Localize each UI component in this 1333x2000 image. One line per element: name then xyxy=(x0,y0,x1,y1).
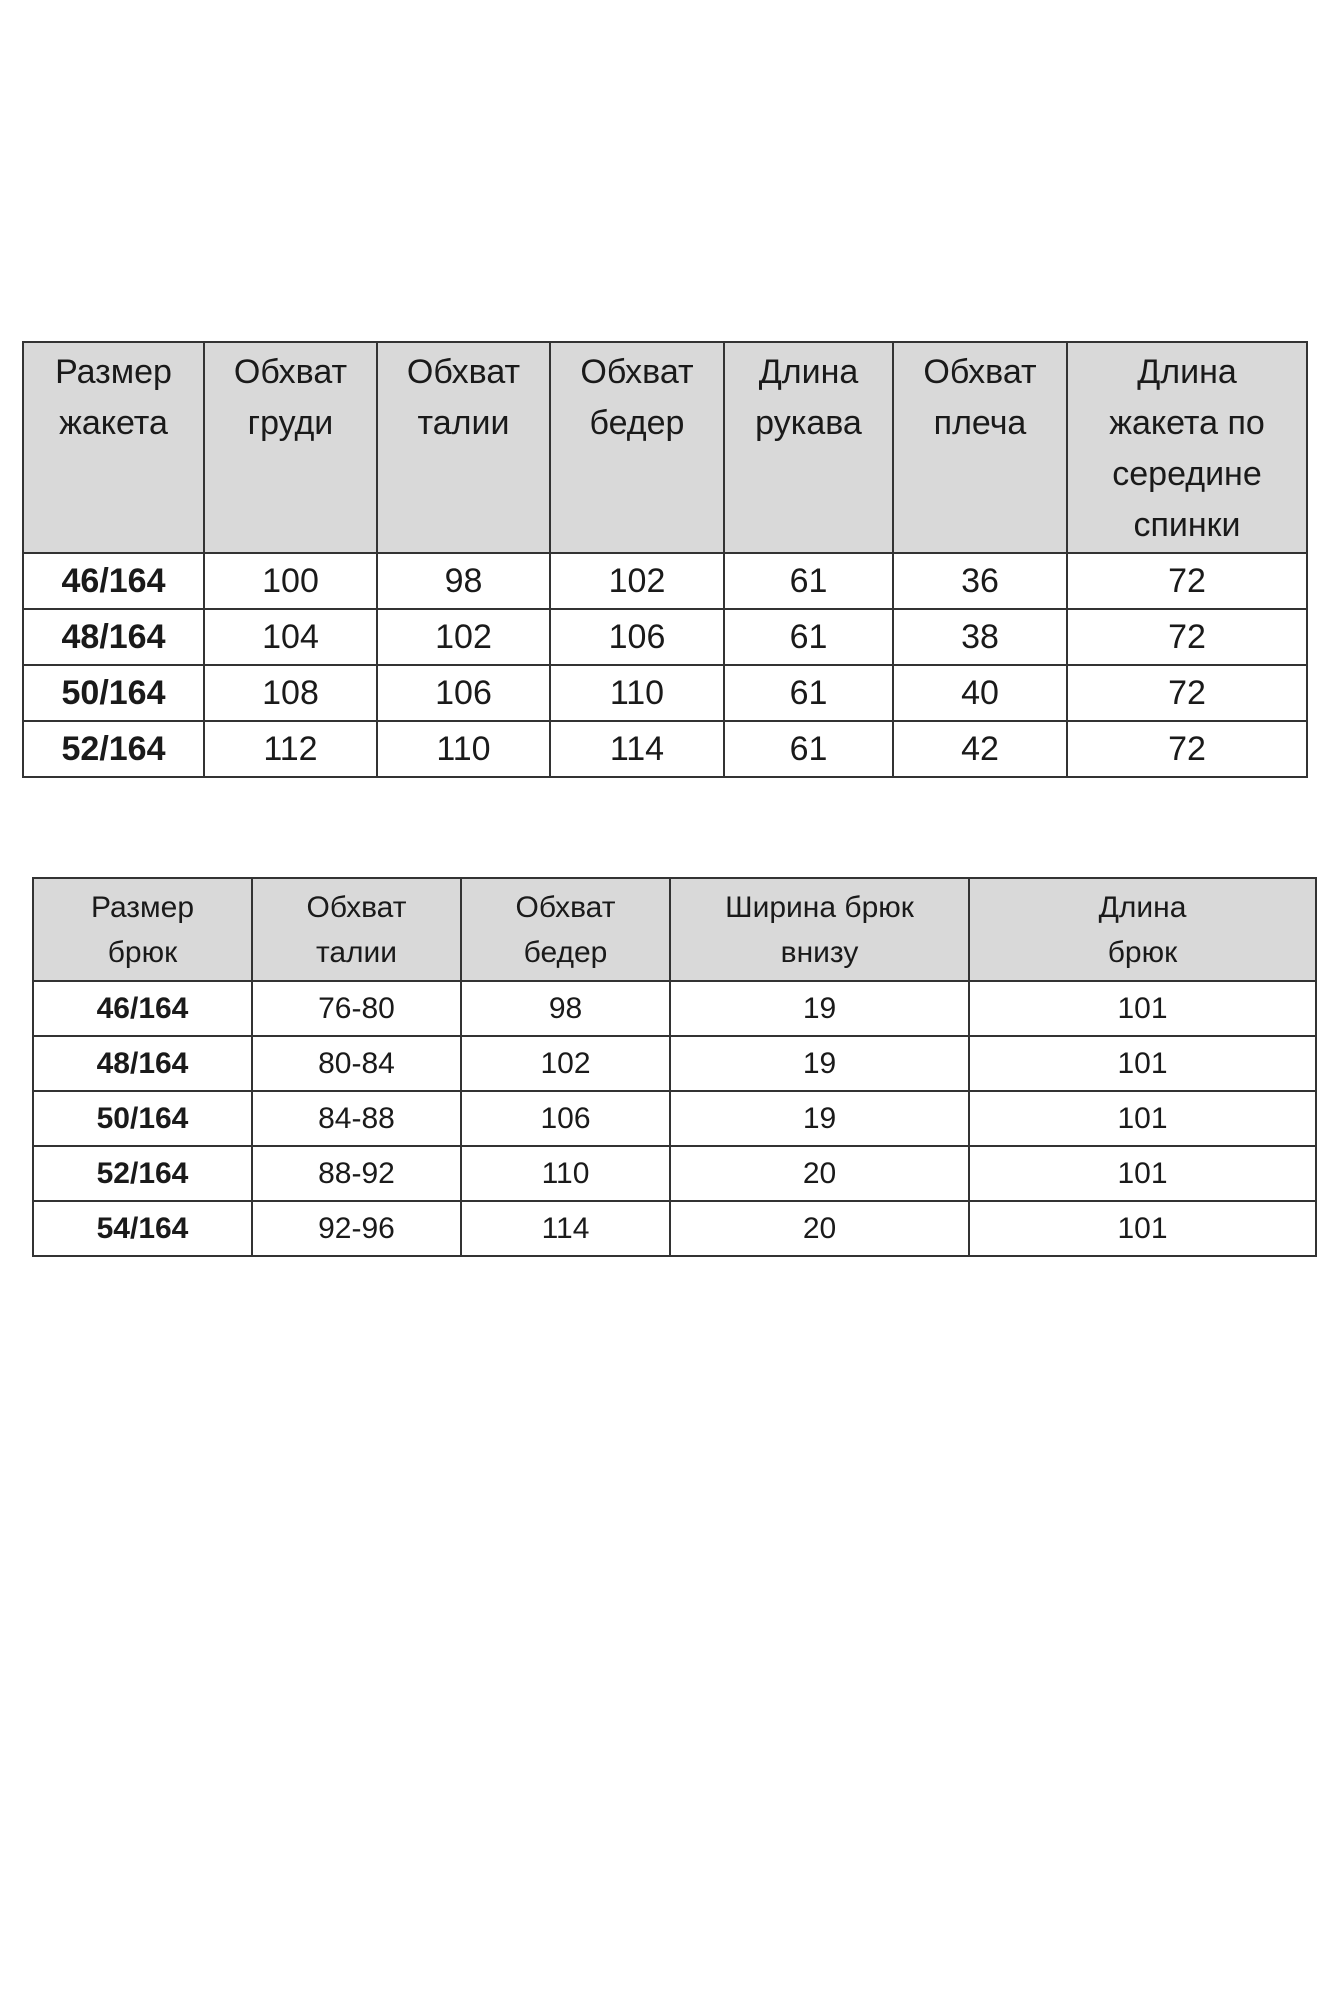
jacket-header-back-length xyxy=(1067,342,1307,553)
header-line: бедер xyxy=(523,935,608,969)
size-cell: 50/164 xyxy=(33,1091,252,1146)
table-cell: 72 xyxy=(1067,609,1307,665)
header-line: Обхват xyxy=(923,353,1037,391)
header-line: Обхват xyxy=(306,890,407,924)
header-line: рукава xyxy=(755,404,862,442)
header-line: Обхват xyxy=(515,890,616,924)
table-cell: 114 xyxy=(550,721,724,777)
jacket-header-row xyxy=(23,342,1307,553)
table-cell: 102 xyxy=(461,1036,670,1091)
header-line: Размер xyxy=(90,890,195,924)
header-line: жакета xyxy=(59,404,168,442)
table-cell: 114 xyxy=(461,1201,670,1256)
table-cell: 102 xyxy=(550,553,724,609)
header-line: груди xyxy=(247,404,334,442)
table-cell: 19 xyxy=(670,1036,969,1091)
jacket-header-chest xyxy=(204,342,377,553)
jacket-header-shoulder xyxy=(893,342,1067,553)
table-cell: 72 xyxy=(1067,665,1307,721)
header-line: Размер xyxy=(55,353,172,391)
table-cell: 101 xyxy=(969,1036,1316,1091)
table-cell: 38 xyxy=(893,609,1067,665)
table-row xyxy=(23,665,1307,721)
table-cell: 61 xyxy=(724,609,893,665)
table-cell: 61 xyxy=(724,553,893,609)
table-cell: 98 xyxy=(461,981,670,1036)
table-cell: 112 xyxy=(204,721,377,777)
header-line: плеча xyxy=(933,404,1027,442)
table-row xyxy=(33,1146,1316,1201)
table-row xyxy=(23,609,1307,665)
header-line: Обхват xyxy=(580,353,694,391)
jacket-header-sleeve-length xyxy=(724,342,893,553)
table-cell: 101 xyxy=(969,1201,1316,1256)
pants-header-row xyxy=(33,878,1316,981)
table-cell: 61 xyxy=(724,665,893,721)
table-cell: 110 xyxy=(550,665,724,721)
table-cell: 84-88 xyxy=(252,1091,461,1146)
table-cell: 76-80 xyxy=(252,981,461,1036)
jacket-header-size xyxy=(23,342,204,553)
table-row xyxy=(23,553,1307,609)
jacket-size-table xyxy=(22,341,1308,778)
header-line: Длина xyxy=(758,353,859,391)
table-cell: 98 xyxy=(377,553,550,609)
table-cell: 101 xyxy=(969,981,1316,1036)
table-cell: 101 xyxy=(969,1146,1316,1201)
header-line: Обхват xyxy=(406,353,521,391)
table-cell: 61 xyxy=(724,721,893,777)
size-cell: 46/164 xyxy=(33,981,252,1036)
header-line: брюк xyxy=(107,935,178,969)
table-cell: 72 xyxy=(1067,553,1307,609)
table-cell: 102 xyxy=(377,609,550,665)
table-cell: 108 xyxy=(204,665,377,721)
table-cell: 101 xyxy=(969,1091,1316,1146)
header-line: Длина xyxy=(1137,353,1237,391)
header-line: брюк xyxy=(1107,935,1178,969)
header-line: талии xyxy=(315,935,398,969)
table-row xyxy=(23,721,1307,777)
jacket-header-waist xyxy=(377,342,550,553)
table-cell: 110 xyxy=(461,1146,670,1201)
size-cell: 48/164 xyxy=(23,609,204,665)
pants-header-waist xyxy=(252,878,461,981)
pants-header-size xyxy=(33,878,252,981)
size-cell: 50/164 xyxy=(23,665,204,721)
header-line: талии xyxy=(417,404,510,442)
table-cell: 106 xyxy=(377,665,550,721)
table-row xyxy=(33,1201,1316,1256)
table-cell: 106 xyxy=(550,609,724,665)
jacket-header-hips xyxy=(550,342,724,553)
size-cell: 52/164 xyxy=(23,721,204,777)
size-cell: 46/164 xyxy=(23,553,204,609)
table-cell: 36 xyxy=(893,553,1067,609)
header-line: Длина xyxy=(1098,890,1187,924)
table-cell: 92-96 xyxy=(252,1201,461,1256)
table-cell: 104 xyxy=(204,609,377,665)
pants-size-table xyxy=(32,877,1317,1257)
table-row xyxy=(33,1091,1316,1146)
table-cell: 19 xyxy=(670,981,969,1036)
header-line: середине xyxy=(1112,455,1262,493)
header-line: внизу xyxy=(780,935,859,969)
table-cell: 106 xyxy=(461,1091,670,1146)
table-cell: 19 xyxy=(670,1091,969,1146)
table-cell: 72 xyxy=(1067,721,1307,777)
size-cell: 54/164 xyxy=(33,1201,252,1256)
table-cell: 110 xyxy=(377,721,550,777)
table-cell: 20 xyxy=(670,1146,969,1201)
size-cell: 48/164 xyxy=(33,1036,252,1091)
header-line: Ширина брюк xyxy=(725,890,914,924)
table-row xyxy=(33,1036,1316,1091)
table-cell: 88-92 xyxy=(252,1146,461,1201)
table-cell: 42 xyxy=(893,721,1067,777)
pants-header-hips xyxy=(461,878,670,981)
pants-header-bottom-width xyxy=(670,878,969,981)
table-cell: 80-84 xyxy=(252,1036,461,1091)
header-line: бедер xyxy=(589,404,685,442)
header-line: спинки xyxy=(1133,506,1241,544)
table-cell: 20 xyxy=(670,1201,969,1256)
pants-header-length xyxy=(969,878,1316,981)
header-line: жакета по xyxy=(1109,404,1265,442)
table-cell: 40 xyxy=(893,665,1067,721)
table-row xyxy=(33,981,1316,1036)
table-cell: 100 xyxy=(204,553,377,609)
header-line: Обхват xyxy=(233,353,348,391)
size-cell: 52/164 xyxy=(33,1146,252,1201)
